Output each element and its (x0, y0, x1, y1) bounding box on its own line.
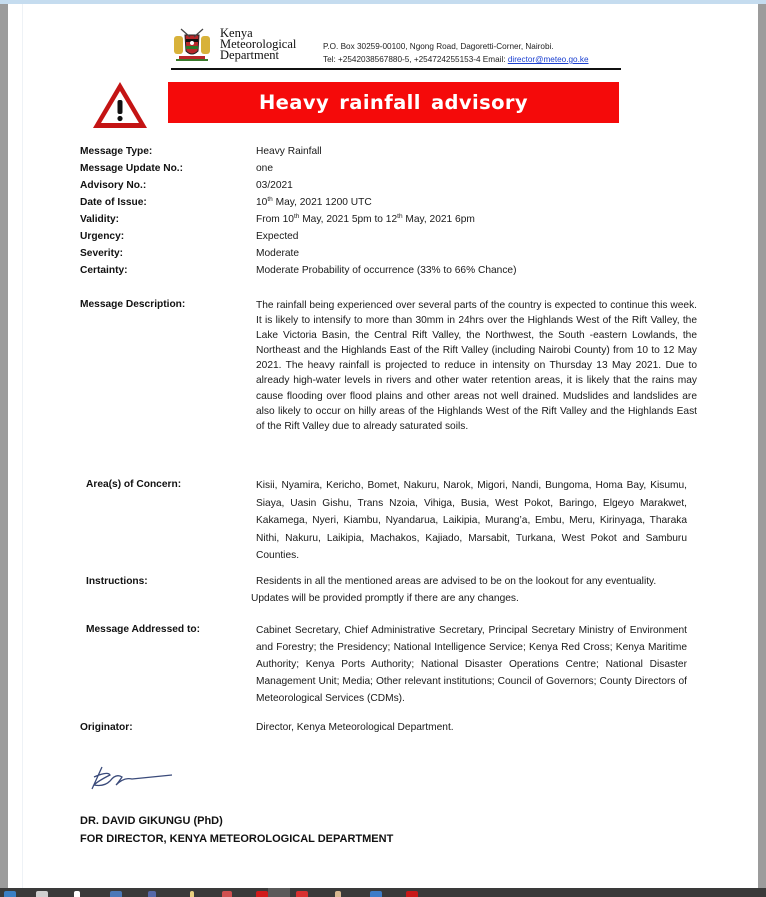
org-name-line-1: Kenya (220, 26, 253, 40)
advisory-no-label: Advisory No.: (80, 180, 147, 191)
date-of-issue-value (256, 197, 372, 208)
validity-value (256, 214, 475, 225)
urgency-value: Expected (256, 231, 299, 242)
signatory-name: DR. DAVID GIKUNGU (PhD) (80, 815, 223, 827)
message-update-value: one (256, 163, 273, 174)
validity-label: Validity: (80, 214, 120, 225)
advisory-banner: Heavy rainfall advisory (168, 82, 619, 123)
signature-icon (88, 763, 178, 793)
taskbar-app-icon[interactable] (4, 891, 16, 897)
taskbar-app-icon[interactable] (74, 891, 80, 897)
document-page (8, 4, 758, 888)
urgency-label: Urgency: (80, 231, 125, 242)
instructions-line-2: Updates will be provided promptly if there are any changes. (251, 593, 519, 604)
contact-line (323, 53, 589, 66)
addressed-to-text: Cabinet Secretary, Chief Administrative Secretary, Principal Secretary Ministry of Environment and Forestry; the Presidency; National Intelligence Service; Kenya Red Cross; Kenya Maritime Authority; Kenya Ports Authority; National Disaster Operations Centre; National Disaster Management Unit; Media; Other relevant institutions; Council of Governors; County Directors of Meteorological Services (CDMs). (256, 625, 687, 705)
viewer-scrollbar[interactable] (758, 4, 766, 888)
tel-numbers: Tel: +2542038567880-5, +254724255153-4 Email: (323, 55, 508, 64)
postal-address: P.O. Box 30259-00100, Ngong Road, Dagoretti-Corner, Nairobi. (323, 42, 554, 51)
severity-value: Moderate (256, 248, 300, 259)
validity-part-a: From 10 (256, 214, 294, 225)
viewer-left-gutter (0, 4, 8, 888)
signatory-title: FOR DIRECTOR, KENYA METEOROLOGICAL DEPARTMENT (80, 833, 394, 845)
taskbar-app-icon[interactable] (222, 891, 232, 897)
taskbar-app-icon[interactable] (256, 891, 268, 897)
taskbar-app-icon[interactable] (190, 891, 194, 897)
taskbar-app-icon[interactable] (148, 891, 156, 897)
org-name (220, 28, 296, 61)
validity-part-c: May, 2021 6pm (402, 214, 475, 225)
areas-text: Kisii, Nyamira, Kericho, Bomet, Nakuru, Narok, Migori, Nandi, Bungoma, Homa Bay, Kisumu, Siaya, Uasin Gishu, Trans Nzoia, Vihiga, Busia, West Pokot, Baringo, Elgeyo Marakwet, Kakamega, Nyeri, Kiambu, Nyandarua, Laikipia, Murang’a, Embu, Meru, Kirinyaga, Tharaka Nithi, Nakuru, Laikipia, Machakos, Kajiado, Marsabit, Turkana, West Pokot and Samburu Counties. (256, 480, 687, 562)
taskbar-app-icon[interactable] (406, 891, 418, 897)
instructions-line-1: Residents in all the mentioned areas are advised to be on the lookout for any eventuality. (256, 576, 657, 587)
validity-sup-2: th (397, 213, 403, 220)
advisory-no-value: 03/2021 (256, 180, 293, 191)
contact-block (323, 40, 589, 66)
message-type-value: Heavy Rainfall (256, 146, 322, 157)
description-label: Message Description: (80, 299, 186, 310)
validity-part-b: May, 2021 5pm to 12 (299, 214, 398, 225)
org-name-line-2: Meteorological (220, 37, 297, 51)
validity-sup-1: th (293, 213, 300, 220)
certainty-label: Certainty: (80, 265, 128, 276)
originator-value: Director, Kenya Meteorological Department. (256, 722, 454, 733)
email-link[interactable]: director@meteo.go.ke (507, 55, 589, 64)
taskbar-app-icon[interactable] (335, 891, 341, 897)
areas-label: Area(s) of Concern: (86, 479, 182, 490)
taskbar-app-icon[interactable] (36, 891, 48, 897)
taskbar-app-icon[interactable] (110, 891, 122, 897)
originator-label: Originator: (80, 722, 133, 733)
date-day-suffix: th (267, 196, 273, 203)
taskbar-active-highlight (268, 888, 290, 897)
message-type-label: Message Type: (80, 146, 153, 157)
addressed-to-label: Message Addressed to: (86, 624, 200, 635)
date-rest: May, 2021 1200 UTC (272, 197, 372, 208)
org-name-line-3: Department (220, 48, 280, 62)
header-rule (171, 68, 621, 70)
date-of-issue-label: Date of Issue: (80, 197, 147, 208)
date-day: 10 (256, 197, 268, 208)
warning-triangle-icon (91, 80, 149, 130)
description-text: The rainfall being experienced over several parts of the country is expected to continue this week. It is likely to intensify to more than 30mm in 24hrs over the Highlands West of the Rift Valley, the Lake Victoria Basin, the Central Rift Valley, the Northwest, the South -eastern Lowlands, the Northeast and the Highlands East of the Rift Valley (including Nairobi County) from 10 to 12 May 2021. The heavy rainfall is projected to reduce in intensity on Thursday 13 May 2021. Due to already high-water levels in rivers and other water retention areas, it is likely that the rains may cause flooding over flood plains and other areas not well drained. Mudslides and landslides are also likely to occur on hilly areas of the Highlands West of the Rift Valley and the Highlands East of the Rift Valley due to already saturated soils. (256, 300, 697, 432)
page-margin-guide (22, 4, 23, 888)
coat-of-arms-icon (171, 27, 213, 63)
severity-label: Severity: (80, 248, 124, 259)
taskbar-app-icon[interactable] (296, 891, 308, 897)
message-update-label: Message Update No.: (80, 163, 184, 174)
taskbar-app-icon[interactable] (370, 891, 382, 897)
instructions-label: Instructions: (86, 576, 148, 587)
certainty-value: Moderate Probability of occurrence (33% to 66% Chance) (256, 265, 517, 276)
